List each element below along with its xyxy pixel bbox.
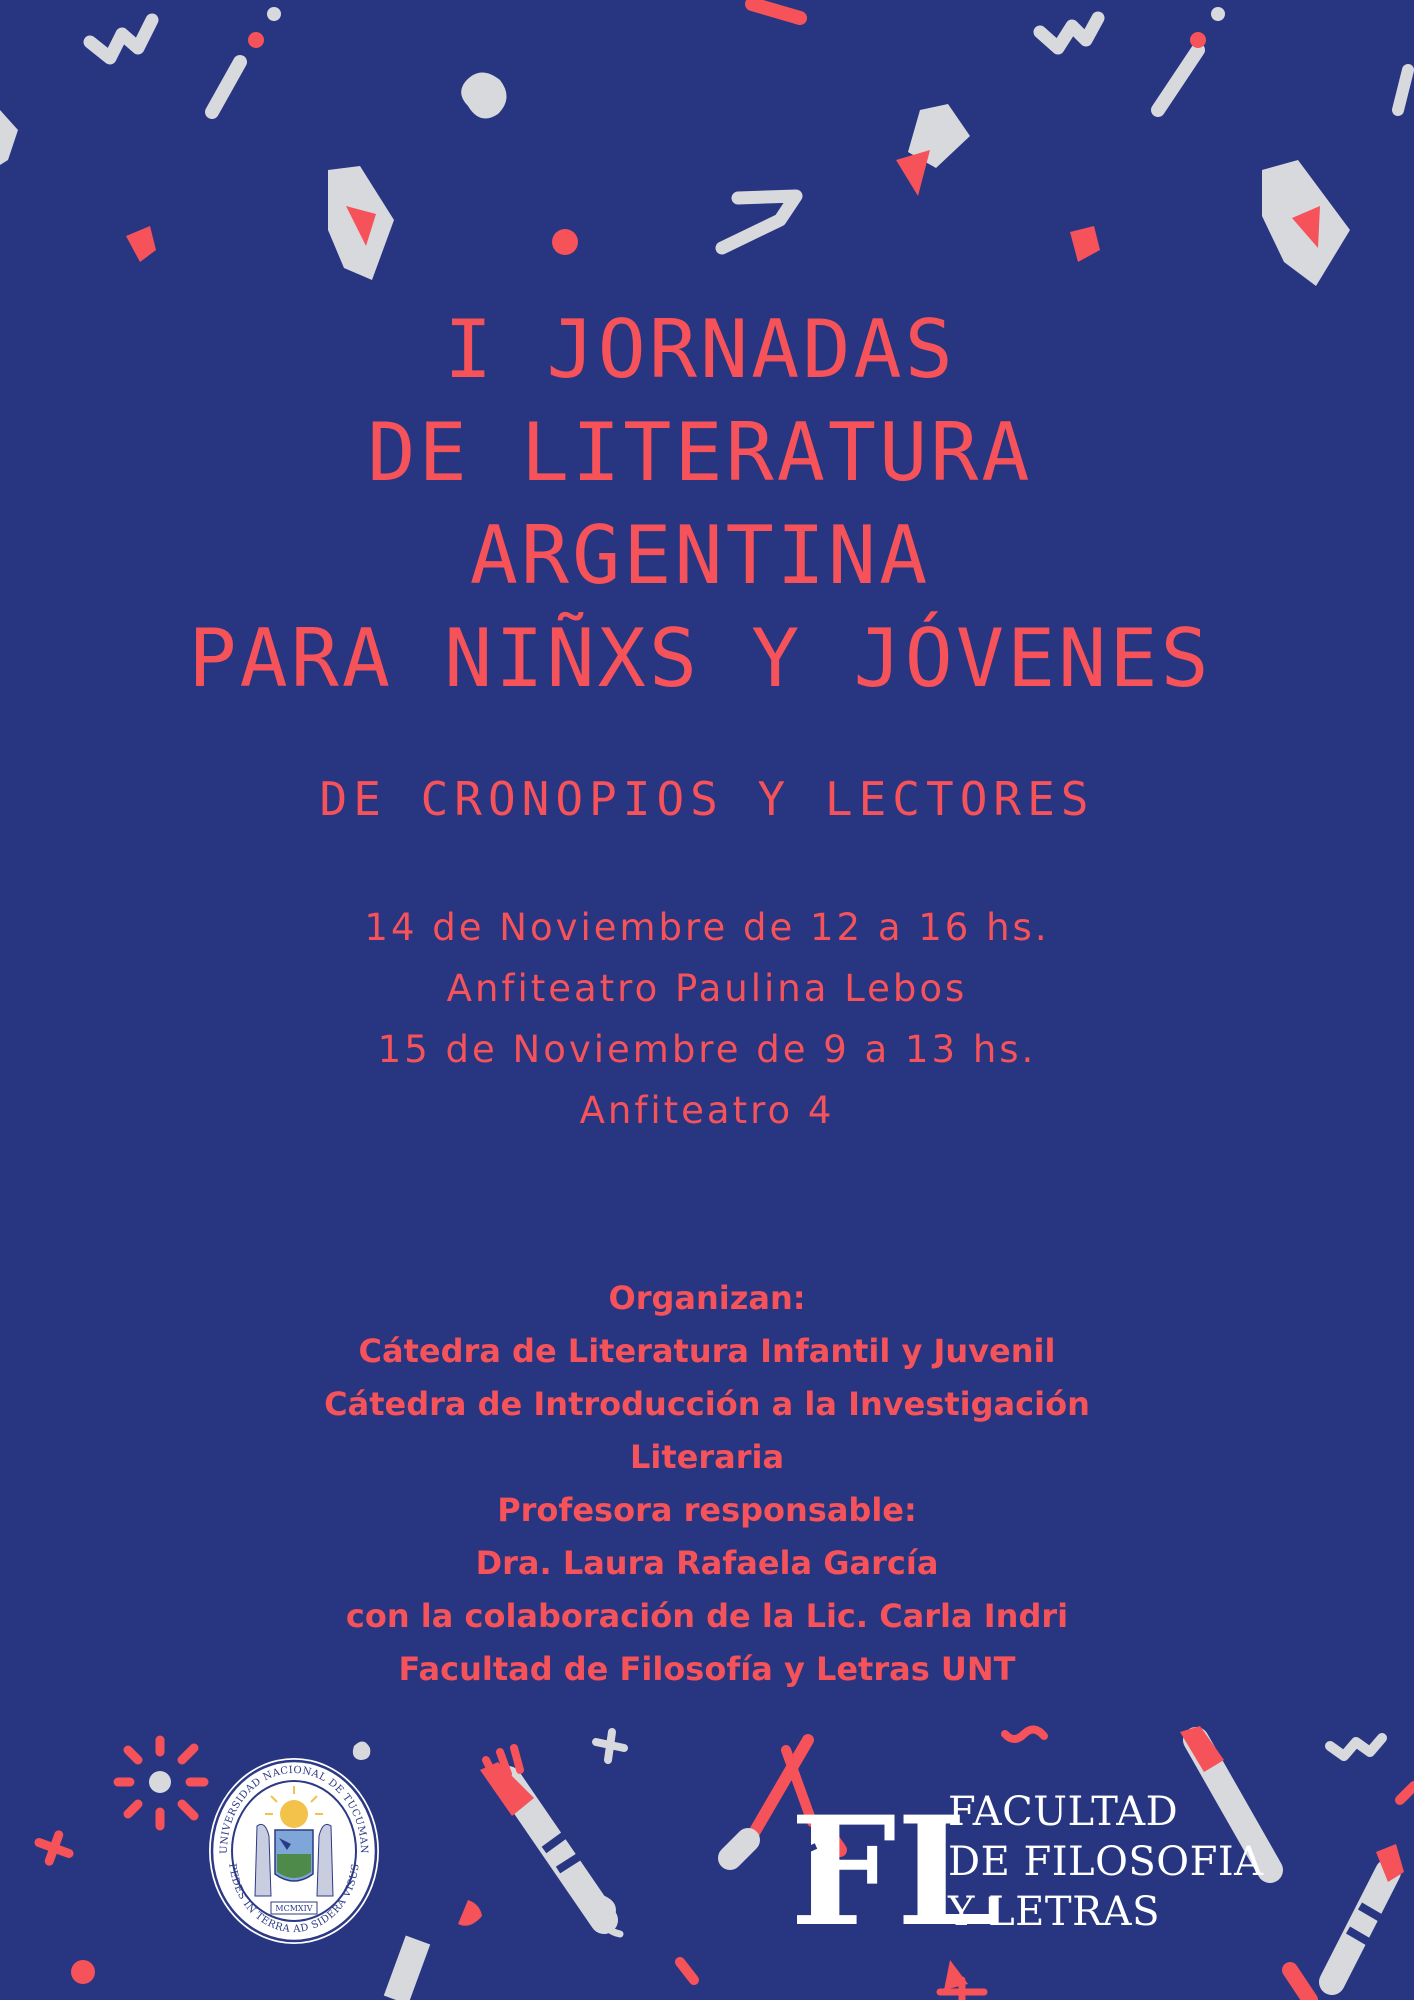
stroke-decoration bbox=[680, 1962, 694, 1980]
triangle-decoration bbox=[896, 150, 930, 196]
stroke-decoration bbox=[1398, 70, 1408, 110]
faculty-logo-line: DE FILOSOFIA bbox=[948, 1839, 1264, 1885]
stroke-decoration bbox=[752, 4, 800, 18]
brush-decoration bbox=[1332, 1872, 1388, 1982]
organizers-line: Cátedra de Introducción a la Investigación bbox=[324, 1385, 1090, 1423]
triangle-decoration bbox=[126, 226, 156, 262]
dot-decoration bbox=[1190, 32, 1206, 48]
schedule-line: Anfiteatro Paulina Lebos bbox=[446, 967, 968, 1010]
seal-top-text: UNIVERSIDAD NACIONAL DE TUCUMAN bbox=[218, 1764, 370, 1855]
event-title bbox=[0, 298, 1414, 710]
university-seal bbox=[207, 1756, 381, 1946]
squiggle-decoration bbox=[90, 20, 152, 58]
pencil-tip-decoration bbox=[458, 1900, 482, 1926]
title-line: ARGENTINA bbox=[469, 509, 931, 602]
brush-decoration bbox=[730, 1840, 748, 1858]
shard-decoration bbox=[0, 110, 18, 165]
organizers bbox=[0, 1272, 1414, 1696]
cross-decoration bbox=[34, 1829, 74, 1866]
schedule-line: 15 de Noviembre de 9 a 13 hs. bbox=[377, 1028, 1037, 1071]
title-line: I JORNADAS bbox=[444, 303, 956, 396]
stroke-decoration bbox=[212, 62, 240, 112]
dot-decoration bbox=[149, 1771, 171, 1793]
faculty-logo-mark bbox=[790, 1784, 1002, 1960]
organizers-line: Literaria bbox=[629, 1438, 785, 1476]
schedule-line: 14 de Noviembre de 12 a 16 hs. bbox=[364, 906, 1050, 949]
dot-decoration bbox=[267, 7, 281, 21]
title-line: PARA NIÑXS Y JÓVENES bbox=[188, 612, 1212, 705]
faculty-logo-letters: FL bbox=[790, 1784, 1002, 1960]
dot-decoration bbox=[1211, 7, 1225, 21]
dot-decoration bbox=[552, 229, 578, 255]
schedule-line: Anfiteatro 4 bbox=[579, 1089, 835, 1132]
blob-decoration bbox=[461, 72, 506, 118]
seal-bottom-text: PEDES IN TERRA AD SIDERA VISUS bbox=[226, 1862, 362, 1936]
cross-decoration bbox=[596, 1732, 624, 1760]
organizers-line: con la colaboración de la Lic. Carla Indri bbox=[345, 1597, 1069, 1635]
seal-year: MCMXIV bbox=[275, 1904, 313, 1913]
faculty-logo-line: Y LETRAS bbox=[948, 1889, 1160, 1935]
organizers-line: Organizan: bbox=[608, 1279, 806, 1317]
organizers-line: Dra. Laura Rafaela García bbox=[475, 1544, 939, 1582]
squiggle-decoration bbox=[1005, 1729, 1044, 1739]
dot-decoration bbox=[248, 32, 264, 48]
title-line: DE LITERATURA bbox=[367, 406, 1033, 499]
event-subtitle: DE CRONOPIOS Y LECTORES bbox=[319, 772, 1095, 826]
organizers-line: Facultad de Filosofía y Letras UNT bbox=[398, 1650, 1016, 1688]
faculty-logo-line: FACULTAD bbox=[948, 1789, 1179, 1835]
dot-decoration bbox=[71, 1960, 95, 1984]
schedule bbox=[0, 897, 1414, 1141]
chevron-decoration bbox=[722, 196, 796, 248]
squiggle-decoration bbox=[1330, 1738, 1382, 1756]
stroke-decoration bbox=[1290, 1970, 1310, 2000]
stroke-decoration bbox=[1158, 50, 1198, 110]
organizers-line: Cátedra de Literatura Infantil y Juvenil bbox=[358, 1332, 1056, 1370]
squiggle-decoration bbox=[1040, 18, 1098, 48]
pencil-decoration bbox=[396, 1940, 418, 2000]
triangle-decoration bbox=[1070, 226, 1100, 262]
faculty-logo-text bbox=[948, 1787, 1264, 1937]
brush-decoration bbox=[1400, 1786, 1414, 1800]
organizers-line: Profesora responsable: bbox=[497, 1491, 917, 1529]
